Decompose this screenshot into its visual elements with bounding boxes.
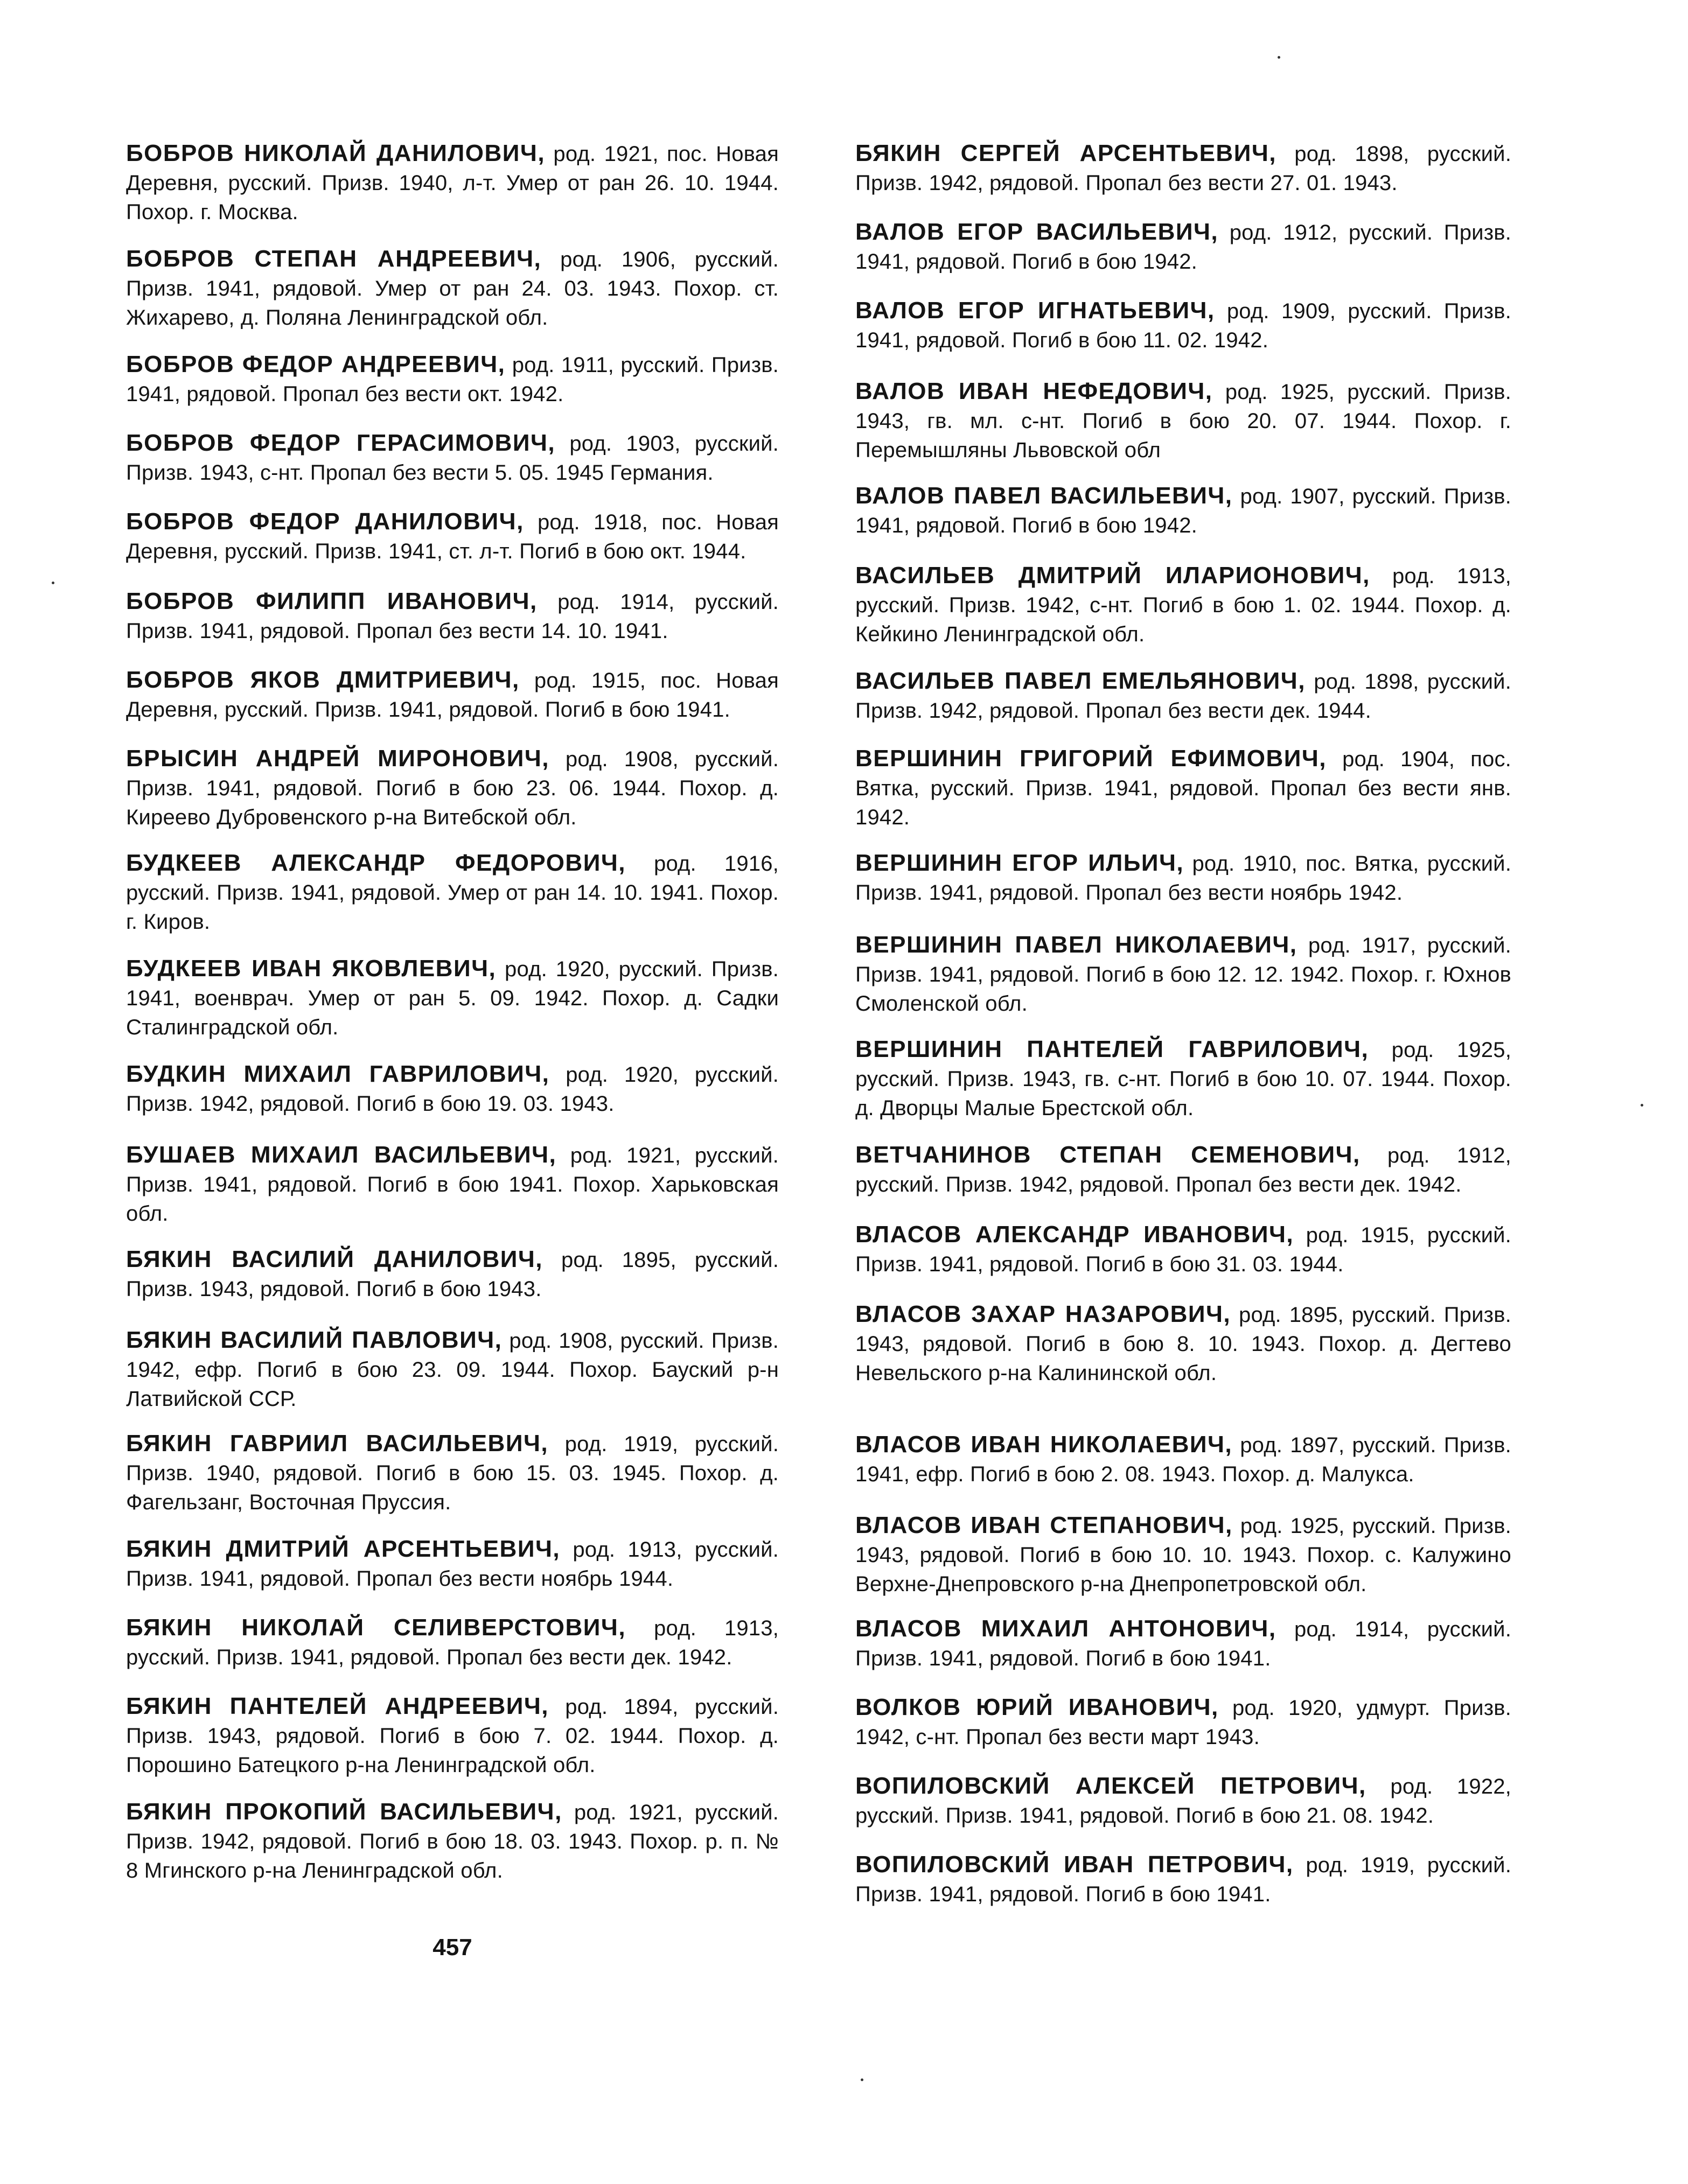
entry-details: род. 1915, пос. Новая Деревня, русский. Призв. 1941, рядовой. Погиб в бою 1941. [126, 669, 779, 722]
entry [126, 1535, 779, 1593]
entry-name: ВАЛОВ ПАВЕЛ ВАСИЛЬЕВИЧ, [855, 482, 1233, 509]
entry [126, 350, 779, 409]
entry [855, 296, 1511, 355]
entry [126, 1245, 779, 1304]
entry [855, 744, 1511, 832]
entry [855, 1140, 1511, 1199]
entry-name: ВЕРШИНИН ПАНТЕЛЕЙ ГАВРИЛОВИЧ, [855, 1036, 1369, 1062]
entry-name: ВОЛКОВ ЮРИЙ ИВАНОВИЧ, [855, 1694, 1219, 1720]
entry-details: род. 1925, русский. Призв. 1943, рядовой. Погиб в бою 10. 10. 1943. Похор. с. Калужино Верхне-Днепровского р-на Днепропетровской обл. [855, 1514, 1512, 1596]
entry-details: род. 1915, русский. Призв. 1941, рядовой. Погиб в бою 31. 03. 1944. [855, 1223, 1511, 1276]
entry [126, 954, 779, 1042]
entry [855, 1220, 1511, 1279]
entry-name: ВЕРШИНИН ПАВЕЛ НИКОЛАЕВИЧ, [855, 932, 1298, 958]
entry-name: ВОПИЛОВСКИЙ АЛЕКСЕЙ ПЕТРОВИЧ, [855, 1773, 1366, 1799]
entry-name: ВЛАСОВ АЛЕКСАНДР ИВАНОВИЧ, [855, 1221, 1294, 1248]
entry-name: БЯКИН ДМИТРИЙ АРСЕНТЬЕВИЧ, [126, 1536, 561, 1562]
entry-name: БОБРОВ НИКОЛАЙ ДАНИЛОВИЧ, [126, 140, 546, 166]
scan-speck [52, 582, 54, 584]
entry [855, 1430, 1511, 1489]
entry [855, 377, 1511, 465]
entry-name: БЯКИН ГАВРИИЛ ВАСИЛЬЕВИЧ, [126, 1430, 549, 1457]
entry [855, 1772, 1511, 1830]
entry [126, 1797, 779, 1885]
entry-details: род. 1913, русский. Призв. 1941, рядовой. Пропал без вести дек. 1942. [126, 1616, 779, 1669]
entry-name: БЯКИН ВАСИЛИЙ ПАВЛОВИЧ, [126, 1327, 503, 1353]
entry-details: род. 1921, пос. Новая Деревня, русский. Призв. 1940, л-т. Умер от ран 26. 10. 1944. Похор. г. Москва. [126, 142, 779, 224]
entry [126, 587, 779, 646]
entry-details: род. 1920, русский. Призв. 1942, рядовой. Погиб в бою 19. 03. 1943. [126, 1063, 779, 1116]
entry-details: род. 1918, пос. Новая Деревня, русский. Призв. 1941, ст. л-т. Погиб в бою окт. 1944. [126, 510, 779, 563]
entry [126, 429, 779, 487]
entry [855, 1511, 1511, 1599]
entry-details: род. 1912, русский. Призв. 1941, рядовой. Погиб в бою 1942. [855, 221, 1511, 274]
entry-name: БУДКЕЕВ ИВАН ЯКОВЛЕВИЧ, [126, 955, 497, 982]
entry-name: ВАСИЛЬЕВ ДМИТРИЙ ИЛАРИОНОВИЧ, [855, 562, 1370, 589]
entry-details: род. 1913, русский. Призв. 1942, с-нт. Погиб в бою 1. 02. 1944. Похор. д. Кейкино Ленинградской обл. [855, 564, 1511, 646]
scan-speck [861, 2078, 863, 2081]
entry-details: род. 1897, русский. Призв. 1941, ефр. Погиб в бою 2. 08. 1943. Похор. д. Малукса. [855, 1433, 1511, 1486]
entry [126, 666, 779, 724]
entry-name: БОБРОВ ФЕДОР ДАНИЛОВИЧ, [126, 508, 524, 535]
entry-name: БОБРОВ ФИЛИПП ИВАНОВИЧ, [126, 588, 538, 614]
entry [126, 139, 779, 227]
entry [126, 244, 779, 332]
entry-details: род. 1917, русский. Призв. 1941, рядовой. Погиб в бою 12. 12. 1942. Похор. г. Юхнов Смоленской обл. [855, 934, 1511, 1016]
entry-name: ВЕРШИНИН ГРИГОРИЙ ЕФИМОВИЧ, [855, 745, 1327, 772]
entry-name: БЯКИН НИКОЛАЙ СЕЛИВЕРСТОВИЧ, [126, 1614, 626, 1641]
entry [855, 1614, 1511, 1673]
entry-details: род. 1919, русский. Призв. 1941, рядовой. Погиб в бою 1941. [855, 1853, 1512, 1906]
entry-name: БУДКИН МИХАИЛ ГАВРИЛОВИЧ, [126, 1061, 550, 1087]
entry-details: род. 1925, русский. Призв. 1943, гв. с-нт. Погиб в бою 10. 07. 1944. Похор. д. Дворцы Малые Брестской обл. [855, 1038, 1512, 1120]
entry-details: род. 1910, пос. Вятка, русский. Призв. 1941, рядовой. Пропал без вести ноябрь 1942. [855, 852, 1512, 905]
entry [855, 1300, 1511, 1388]
page-number: 457 [433, 1934, 472, 1961]
entry-name: БЯКИН ВАСИЛИЙ ДАНИЛОВИЧ, [126, 1246, 543, 1272]
entry-name: ВЕТЧАНИНОВ СТЕПАН СЕМЕНОВИЧ, [855, 1142, 1361, 1168]
entry [126, 1429, 779, 1517]
entry-name: БЯКИН ПАНТЕЛЕЙ АНДРЕЕВИЧ, [126, 1693, 549, 1719]
entry-name: БОБРОВ ЯКОВ ДМИТРИЕВИЧ, [126, 667, 520, 693]
entry-details: род. 1922, русский. Призв. 1941, рядовой. Погиб в бою 21. 08. 1942. [855, 1775, 1511, 1828]
entry [855, 139, 1511, 198]
entry-details: род. 1898, русский. Призв. 1942, рядовой. Пропал без вести 27. 01. 1943. [855, 142, 1512, 195]
entry-name: БУШАЕВ МИХАИЛ ВАСИЛЬЕВИЧ, [126, 1142, 557, 1168]
entry-details: род. 1925, русский. Призв. 1943, гв. мл. с-нт. Погиб в бою 20. 07. 1944. Похор. г. Перемышляны Львовской обл [855, 380, 1511, 462]
entry-details: род. 1908, русский. Призв. 1941, рядовой. Погиб в бою 23. 06. 1944. Похор. д. Киреево Дубровенского р-на Витебской обл. [126, 747, 779, 829]
entry [126, 1613, 779, 1672]
entry-details: род. 1920, удмурт. Призв. 1942, с-нт. Пропал без вести март 1943. [855, 1696, 1511, 1749]
entry-details: род. 1921, русский. Призв. 1942, рядовой. Погиб в бою 18. 03. 1943. Похор. р. п. № 8 Мгинского р-на Ленинградской обл. [126, 1801, 779, 1882]
entry [855, 930, 1511, 1018]
entry-name: ВЕРШИНИН ЕГОР ИЛЬИЧ, [855, 850, 1184, 876]
entry [855, 1693, 1511, 1752]
entry-name: ВЛАСОВ МИХАИЛ АНТОНОВИЧ, [855, 1615, 1277, 1642]
entry-details: род. 1904, пос. Вятка, русский. Призв. 1941, рядовой. Пропал без вести янв. 1942. [855, 747, 1511, 829]
entry [126, 1326, 779, 1413]
entry [855, 481, 1511, 540]
entry-details: род. 1895, русский. Призв. 1943, рядовой. Погиб в бою 1943. [126, 1248, 779, 1301]
entry [126, 1140, 779, 1228]
entry-details: род. 1914, русский. Призв. 1941, рядовой. Погиб в бою 1941. [855, 1618, 1512, 1670]
entry-name: БОБРОВ СТЕПАН АНДРЕЕВИЧ, [126, 246, 542, 272]
entry-name: ВОПИЛОВСКИЙ ИВАН ПЕТРОВИЧ, [855, 1851, 1294, 1878]
entry-details: род. 1919, русский. Призв. 1940, рядовой. Погиб в бою 15. 03. 1945. Похор. д. Фагельзанг, Восточная Пруссия. [126, 1432, 779, 1514]
entry-details: род. 1909, русский. Призв. 1941, рядовой. Погиб в бою 11. 02. 1942. [855, 299, 1511, 352]
scan-speck [1641, 1104, 1643, 1107]
entry-name: ВАЛОВ ЕГОР ИГНАТЬЕВИЧ, [855, 297, 1215, 324]
entry-details: род. 1894, русский. Призв. 1943, рядовой. Погиб в бою 7. 02. 1944. Похор. д. Порошино Батецкого р-на Ленинградской обл. [126, 1695, 779, 1777]
entry-name: ВЛАСОВ ЗАХАР НАЗАРОВИЧ, [855, 1301, 1231, 1327]
entry-name: ВЛАСОВ ИВАН НИКОЛАЕВИЧ, [855, 1431, 1233, 1458]
entry [126, 1060, 779, 1118]
entry [855, 1850, 1511, 1909]
entry-details: род. 1911, русский. Призв. 1941, рядовой. Пропал без вести окт. 1942. [126, 353, 779, 406]
entry [126, 744, 779, 832]
entry-name: ВЛАСОВ ИВАН СТЕПАНОВИЧ, [855, 1512, 1233, 1538]
entry-name: БОБРОВ ФЕДОР АНДРЕЕВИЧ, [126, 351, 506, 377]
entry-details: род. 1895, русский. Призв. 1943, рядовой. Погиб в бою 8. 10. 1943. Похор. д. Дегтево Невельского р-на Калининской обл. [855, 1303, 1511, 1385]
entry-details: род. 1921, русский. Призв. 1941, рядовой. Погиб в бою 1941. Похор. Харьковская обл. [126, 1144, 779, 1226]
entry-details: род. 1906, русский. Призв. 1941, рядовой. Умер от ран 24. 03. 1943. Похор. ст. Жихарево, д. Поляна Ленинградской обл. [126, 248, 779, 330]
entry [855, 849, 1511, 907]
entry-name: ВАЛОВ ЕГОР ВАСИЛЬЕВИЧ, [855, 219, 1219, 245]
entry-name: БЯКИН СЕРГЕЙ АРСЕНТЬЕВИЧ, [855, 140, 1277, 166]
entry [126, 1692, 779, 1780]
entry [855, 561, 1511, 649]
entry [855, 1035, 1511, 1123]
entry-details: род. 1898, русский. Призв. 1942, рядовой. Пропал без вести дек. 1944. [855, 670, 1511, 723]
entry-details: род. 1907, русский. Призв. 1941, рядовой. Погиб в бою 1942. [855, 485, 1511, 537]
entry [855, 667, 1511, 725]
entry [126, 507, 779, 566]
entry [855, 218, 1511, 276]
entry-details: род. 1920, русский. Призв. 1941, военврач. Умер от ран 5. 09. 1942. Похор. д. Садки Сталинградской обл. [126, 957, 779, 1039]
entry-name: ВАСИЛЬЕВ ПАВЕЛ ЕМЕЛЬЯНОВИЧ, [855, 668, 1306, 694]
entry-details: род. 1914, русский. Призв. 1941, рядовой. Пропал без вести 14. 10. 1941. [126, 590, 779, 643]
entry-name: БРЫСИН АНДРЕЙ МИРОНОВИЧ, [126, 745, 549, 772]
entry-name: БОБРОВ ФЕДОР ГЕРАСИМОВИЧ, [126, 430, 556, 456]
entry-name: БУДКЕЕВ АЛЕКСАНДР ФЕДОРОВИЧ, [126, 850, 626, 876]
scan-speck [1278, 56, 1280, 59]
entry-details: род. 1903, русский. Призв. 1943, с-нт. Пропал без вести 5. 05. 1945 Германия. [126, 432, 779, 485]
entry-details: род. 1916, русский. Призв. 1941, рядовой. Умер от ран 14. 10. 1941. Похор. г. Киров. [126, 852, 779, 934]
entry [126, 849, 779, 936]
entry-details: род. 1912, русский. Призв. 1942, рядовой. Пропал без вести дек. 1942. [855, 1144, 1511, 1196]
entry-details: род. 1913, русский. Призв. 1941, рядовой. Пропал без вести ноябрь 1944. [126, 1538, 779, 1591]
entry-name: БЯКИН ПРОКОПИЙ ВАСИЛЬЕВИЧ, [126, 1798, 562, 1825]
entry-name: ВАЛОВ ИВАН НЕФЕДОВИЧ, [855, 378, 1213, 404]
entry-details: род. 1908, русский. Призв. 1942, ефр. Погиб в бою 23. 09. 1944. Похор. Бауский р-н Латвийской ССР. [126, 1329, 779, 1411]
